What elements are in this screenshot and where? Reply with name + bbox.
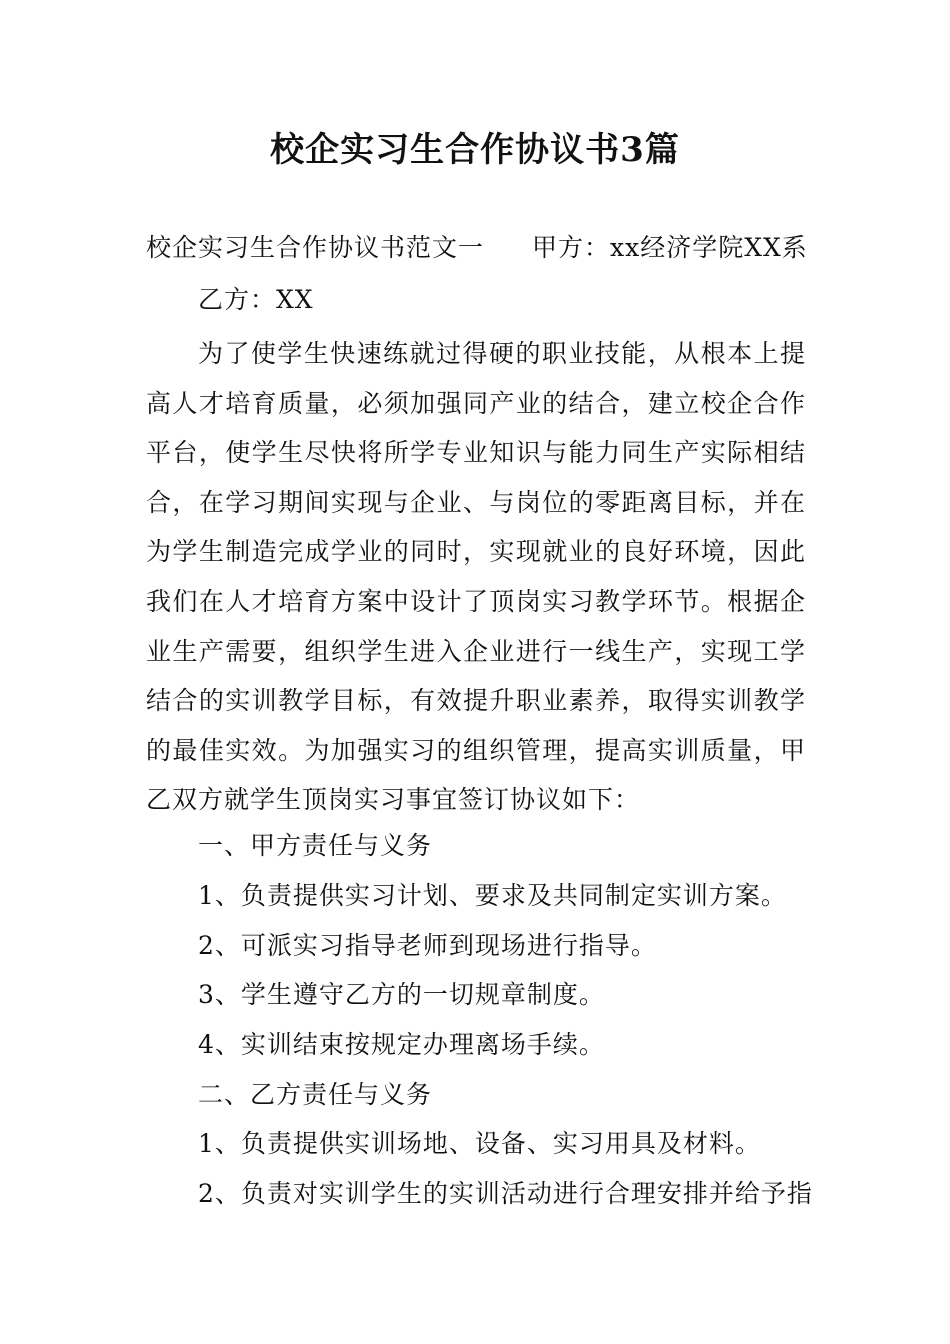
party-b: 乙方：XX [198,285,314,314]
section-a-heading: 一、甲方责任与义务 [198,831,433,860]
intro-line [146,230,808,266]
section-b-item: 1、负责提供实训场地、设备、实习用具及材料。 [198,1129,761,1158]
section-a-item: 3、学生遵守乙方的一切规章制度。 [198,980,605,1009]
section-b-item: 2、负责对实训学生的实训活动进行合理安排并给予指 [198,1179,813,1208]
section-b-heading: 二、乙方责任与义务 [198,1080,433,1109]
section-a-item: 2、可派实习指导老师到现场进行指导。 [198,931,657,960]
paragraph-1: 为了使学生快速练就过得硬的职业技能，从根本上提高人才培育质量，必须加强同产业的结合，建立校企合作平台，使学生尽快将所学专业知识与能力同生产实际相结合，在学习期间实现与企业、与岗位的零距离目标，并在为学生制造完成学业的同时，实现就业的良好环境，因此我们在人才培育方案中设计了顶岗实习教学环节。根据企业生产需要，组织学生进入企业进行一线生产，实现工学结合的实训教学目标，有效提升职业素养，取得实训教学的最佳实效。为加强实习的组织管理，提高实训质量，甲乙双方就学生顶岗实习事宜签订协议如下： [146,339,806,815]
document-title: 校企实习生合作协议书3篇 [270,130,680,170]
section-a-item: 1、负责提供实习计划、要求及共同制定实训方案。 [198,881,787,910]
party-a: 甲方：xx经济学院XX系 [532,233,808,262]
intro-heading: 校企实习生合作协议书范文一 [146,233,485,262]
section-a-item: 4、实训结束按规定办理离场手续。 [198,1030,605,1059]
